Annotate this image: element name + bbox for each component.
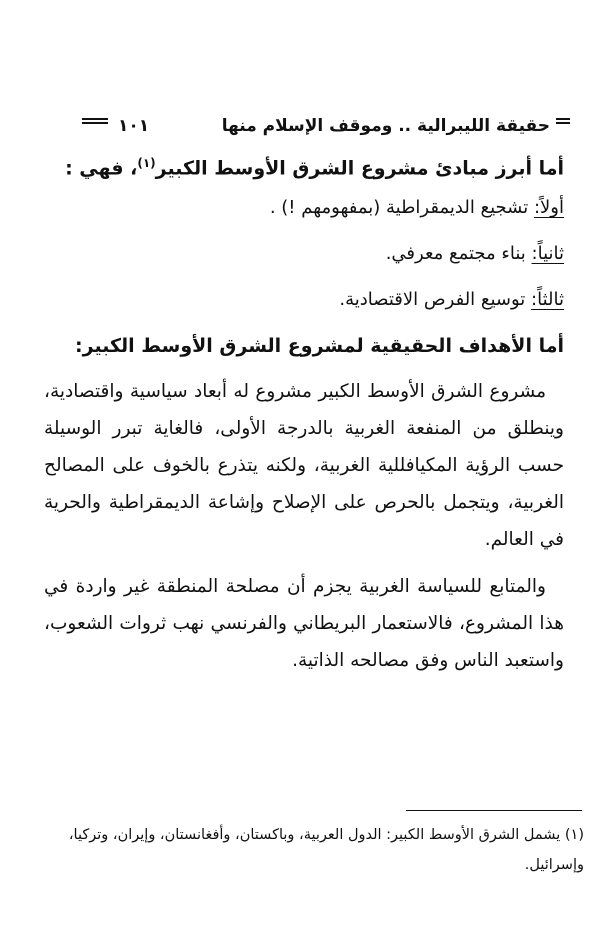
principle-text: توسيع الفرص الاقتصادية. (339, 289, 532, 311)
page-number: ١٠١ (118, 116, 150, 136)
footnote-ref: (١) (137, 156, 156, 170)
principle-item (44, 195, 564, 221)
header-rule-left (82, 118, 108, 130)
intro-line (44, 150, 564, 181)
intro-text: أما أبرز مبادئ مشروع الشرق الأوسط الكبير (155, 157, 564, 180)
footnote: (١) يشمل الشرق الأوسط الكبير: الدول العربية، وباكستان، وأفغانستان، وإيران، وتركيا، وإسرائيل. (68, 827, 584, 873)
principle-item (44, 241, 564, 267)
principle-label: أولاً: (533, 197, 564, 219)
paragraph: والمتابع للسياسة الغربية يجزم أن مصلحة المنطقة غير واردة في هذا المشروع، فالاستعمار البريطاني والفرنسي نهب ثروات الشعوب، واستعبد الناس وفق مصالحه الذاتية. (44, 576, 564, 672)
running-header (88, 112, 568, 142)
principle-label: ثانياً: (531, 243, 564, 265)
intro-suffix: ، فهي : (65, 157, 138, 180)
principle-text: تشجيع الديمقراطية (بمفهومهم !) . (269, 197, 534, 219)
body-text (44, 150, 564, 687)
principle-label: ثالثاً: (531, 289, 564, 311)
goals-heading: أما الأهداف الحقيقية لمشروع الشرق الأوسط الكبير: (75, 335, 564, 358)
principle-text: بناء مجتمع معرفي. (385, 243, 532, 265)
footnote-divider (406, 810, 582, 811)
header-rule-right (556, 118, 570, 130)
paragraph: مشروع الشرق الأوسط الكبير مشروع له أبعاد سياسية واقتصادية، وينطلق من المنفعة الغربية بالدرجة الأولى، فالغاية تبرر الوسيلة حسب الرؤية المكيافللية الغربية، ولكنه يتذرع بالخوف على المصالح الغربية، ويتجمل بالحرص على الإصلاح وإشاعة الديمقراطية والحرية في العالم. (44, 381, 564, 551)
header-title: حقيقة الليبرالية .. وموقف الإسلام منها (221, 116, 550, 136)
principle-item (44, 287, 564, 313)
